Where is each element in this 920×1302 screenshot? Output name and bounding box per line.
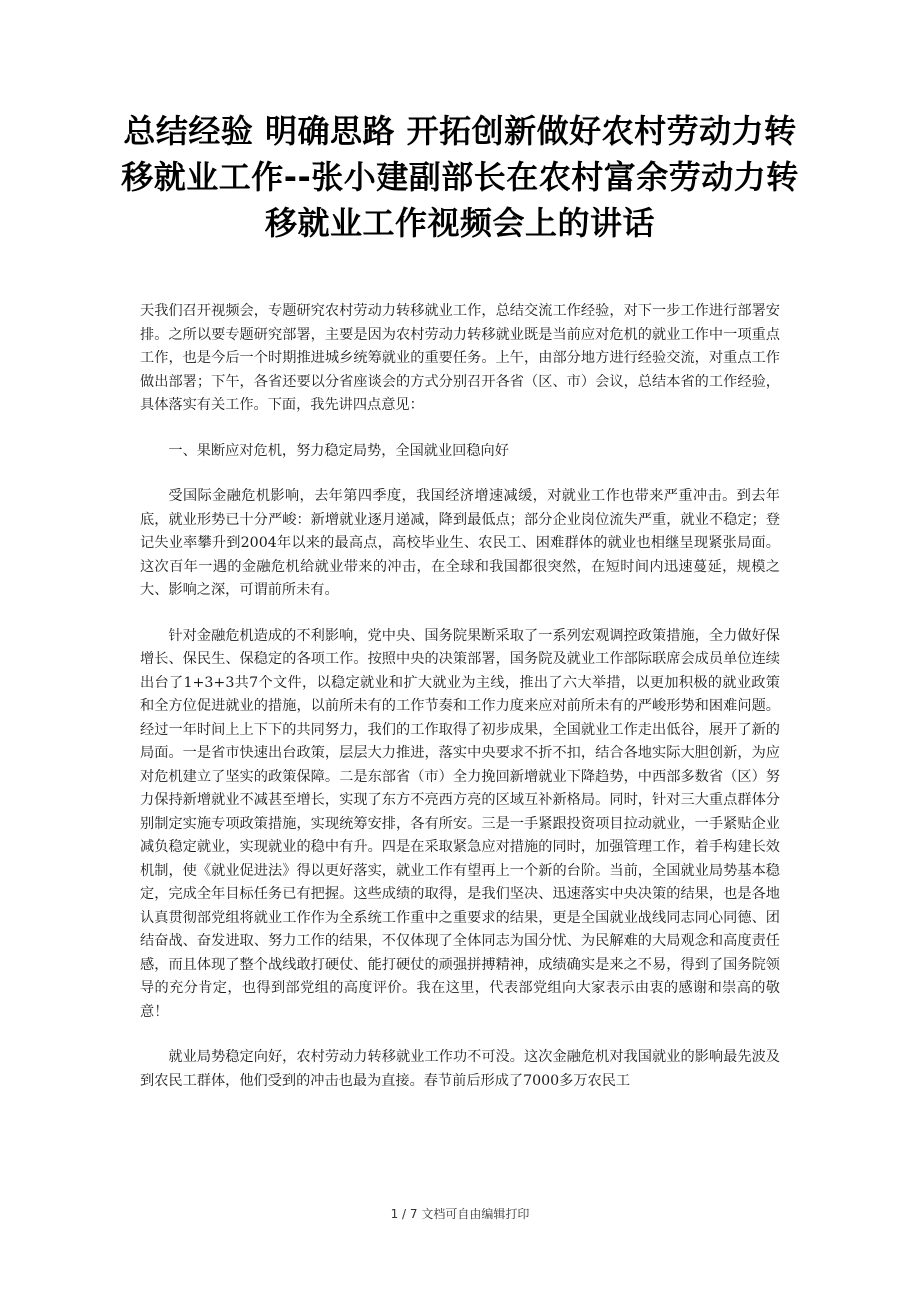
paragraph-rural-labor: 就业局势稳定向好，农村劳动力转移就业工作功不可没。这次金融危机对我国就业的影响最先波及到农民工群体，他们受到的冲击也最为直接。春节前后形成了7000多万农民工: [140, 1049, 780, 1089]
document-body: [140, 300, 780, 1115]
section-heading-1: 一、果断应对危机，努力稳定局势，全国就业回稳向好: [168, 442, 509, 459]
page-footer: 1 / 7 文档可自由编辑打印: [390, 1207, 530, 1221]
paragraph-crisis-impact: 受国际金融危机影响，去年第四季度，我国经济增速减缓，对就业工作也带来严重冲击。到去年底，就业形势已十分严峻：新增就业逐月递减，降到最低点；部分企业岗位流失严重，就业不稳定；登记失业率攀升到2004年以来的最高点，高校毕业生、农民工、困难群体的就业也相继呈现紧张局面。这次百年一遇的金融危机给就业带来的冲击，在全球和我国都很突然，在短时间内迅速蔓延，规模之大、影响之深，可谓前所未有。: [140, 488, 780, 598]
paragraph-policy-response: 针对金融危机造成的不利影响，党中央、国务院果断采取了一系列宏观调控政策措施，全力做好保增长、保民生、保稳定的各项工作。按照中央的决策部署，国务院及就业工作部际联席会成员单位连续出台了1+3+3共7个文件，以稳定就业和扩大就业为主线，推出了六大举措，以更加积极的就业政策和全方位促进就业的措施，以前所未有的工作节奏和工作力度来应对前所未有的严峻形势和困难问题。经过一年时间上上下下的共同努力，我们的工作取得了初步成果，全国就业工作走出低谷，展开了新的局面。一是省市快速出台政策，层层大力推进，落实中央要求不折不扣，结合各地实际大胆创新，为应对危机建立了坚实的政策保障。二是东部省（市）全力挽回新增就业下降趋势，中西部多数省（区）努力保持新增就业不减甚至增长，实现了东方不亮西方亮的区域互补新格局。同时，针对三大重点群体分别制定实施专项政策措施，实现统筹安排，各有所安。三是一手紧跟投资项目拉动就业，一手紧贴企业减负稳定就业，实现就业的稳中有升。四是在采取紧急应对措施的同时，加强管理工作，着手构建长效机制，使《就业促进法》得以更好落实，就业工作有望再上一个新的台阶。当前，全国就业局势基本稳定，完成全年目标任务已有把握。这些成绩的取得，是我们坚决、迅速落实中央决策的结果，也是各地认真贯彻部党组将就业工作作为全系统工作重中之重要求的结果，更是全国就业战线同志同心同德、团结奋战、奋发进取、努力工作的结果，不仅体现了全体同志为国分忧、为民解难的大局观念和高度责任感，而且体现了整个战线敢打硬仗、能打硬仗的顽强拼搏精神，成绩确实是来之不易，得到了国务院领导的充分肯定，也得到部党组的高度评价。我在这里，代表部党组向大家表示由衷的感谢和崇高的敬意！: [140, 627, 780, 1020]
paragraph-intro: 天我们召开视频会，专题研究农村劳动力转移就业工作，总结交流工作经验，对下一步工作进行部署安排。之所以要专题研究部署，主要是因为农村劳动力转移就业既是当前应对危机的就业工作中一项重点工作，也是今后一个时期推进城乡统筹就业的重要任务。上午，由部分地方进行经验交流，对重点工作做出部署；下午，各省还要以分省座谈会的方式分别召开各省（区、市）会议，总结本省的工作经验，具体落实有关工作。下面，我先讲四点意见：: [140, 303, 780, 413]
document-title: 总结经验 明确思路 开拓创新做好农村劳动力转移就业工作--张小建副部长在农村富余劳动力转移就业工作视频会上的讲话: [121, 112, 799, 242]
